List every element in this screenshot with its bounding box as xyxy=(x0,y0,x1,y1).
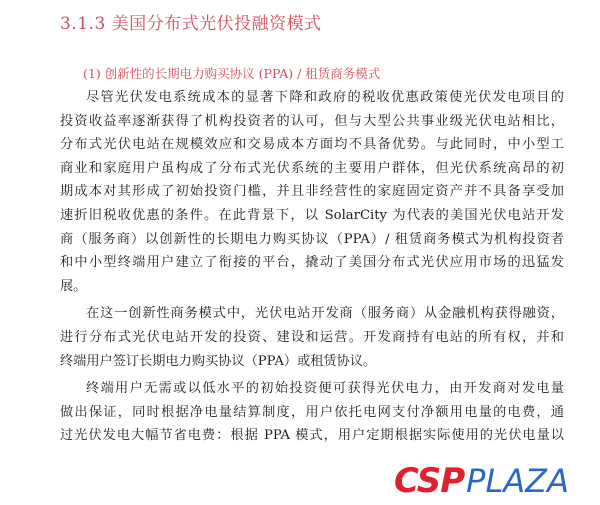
watermark-plaza-text: PLAZA xyxy=(466,462,569,500)
text-line: 尽管光伏发电系统成本的显著下降和政府的税收优惠政策使光伏发电项目的 xyxy=(86,90,564,105)
text-line: 过光伏发电大幅节省电费：根据 PPA 模式，用户定期根据实际使用的光伏电量以 xyxy=(60,428,564,444)
text-line: 投资收益率逐渐获得了机构投资者的认可，但与大型公共事业级光伏电站相比， xyxy=(60,113,564,129)
text-line: 在这一创新性商务模式中，光伏电站开发商（服务商）从金融机构获得融资， xyxy=(86,306,564,322)
text-line: 速折旧税收优惠的条件。在此背景下，以 SolarCity 为代表的美国光伏电站开发 xyxy=(60,207,564,223)
text-line: 展。 xyxy=(60,278,87,294)
text-line: 商（服务商）以创新性的长期电力购买协议（PPA）/ 租赁商务模式为机构投资者 xyxy=(60,231,564,247)
text-line: 商业和家庭用户虽构成了分布式光伏系统的主要用户群体，但光伏系统高昂的初 xyxy=(60,160,564,176)
text-line: 终端用户签订长期电力购买协议（PPA）或租赁协议。 xyxy=(60,353,377,369)
text-line: 期成本对其形成了初始投资门槛，并且非经营性的家庭固定资产并不具备享受加 xyxy=(60,184,564,200)
text-line: 进行分布式光伏电站开发的投资、建设和运营。开发商持有电站的所有权，并和 xyxy=(60,329,564,345)
text-line: 分布式光伏电站在规模效应和交易成本方面均不具备优势。与此同时，中小型工 xyxy=(60,137,564,153)
body-text xyxy=(60,86,564,448)
cspplaza-watermark-logo xyxy=(394,461,569,501)
text-line: 终端用户无需或以低水平的初始投资便可获得光伏电力，由开发商对发电量 xyxy=(86,381,564,397)
sub-heading: (1) 创新性的长期电力购买协议 (PPA) / 租赁商务模式 xyxy=(83,66,381,81)
text-line: 和中小型终端用户建立了衔接的平台，撬动了美国分布式光伏应用市场的迅猛发 xyxy=(60,255,564,271)
text-line: 做出保证，同时根据净电量结算制度，用户依托电网支付净额用电量的电费，通 xyxy=(60,404,564,420)
watermark-csp-text: CSP xyxy=(394,461,465,501)
section-heading: 3.1.3 美国分布式光伏投融资模式 xyxy=(60,14,322,34)
